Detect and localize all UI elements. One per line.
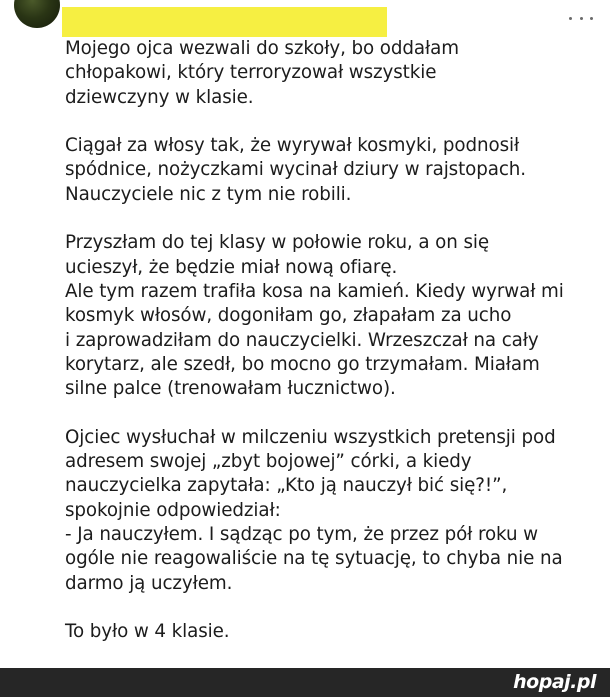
site-watermark-logo: hopaj.pl xyxy=(513,671,596,693)
text-line: Przyszłam do tej klasy w połowie roku, a on się xyxy=(65,232,489,254)
author-name-redaction xyxy=(62,7,387,37)
avatar[interactable] xyxy=(14,0,60,28)
paragraph-5 xyxy=(65,620,605,644)
text-line: To było w 4 klasie. xyxy=(65,621,230,643)
text-line: chłopakowi, który terroryzował wszystkie xyxy=(65,62,437,84)
text-line: korytarz, ale szedł, bo mocno go trzymałam. Miałam xyxy=(65,353,540,375)
text-line: nauczycielka zapytała: „Kto ją nauczył bić się?!”, xyxy=(65,475,508,497)
dot-icon xyxy=(569,17,572,20)
text-line: kosmyk włosów, dogoniłam go, złapałam za ucho xyxy=(65,305,512,327)
text-line: Nauczyciele nic z tym nie robili. xyxy=(65,183,352,205)
text-line: Ciągał za włosy tak, że wyrywał kosmyki, podnosił xyxy=(65,135,520,157)
text-line: i zaprowadziłam do nauczycielki. Wrzeszczał na cały xyxy=(65,329,539,351)
paragraph-3 xyxy=(65,231,605,401)
text-line: Ale tym razem trafiła kosa na kamień. Kiedy wyrwał mi xyxy=(65,280,564,302)
text-line: Mojego ojca wezwali do szkoły, bo oddałam xyxy=(65,38,459,59)
more-horizontal-icon[interactable] xyxy=(569,10,593,26)
text-line: dziewczyny w klasie. xyxy=(65,86,254,108)
paragraph-4 xyxy=(65,426,605,596)
text-line: darmo ją uczyłem. xyxy=(65,572,233,594)
text-line: adresem swojej „zbyt bojowej” córki, a kiedy xyxy=(65,451,472,473)
text-line: spokojnie odpowiedział: xyxy=(65,499,281,521)
text-line: silne palce (trenowałam łucznictwo). xyxy=(65,378,396,400)
paragraph-1 xyxy=(65,37,605,110)
dot-icon xyxy=(590,17,593,20)
text-line: spódnice, nożyczkami wycinał dziury w rajstopach. xyxy=(65,159,527,181)
dot-icon xyxy=(580,17,583,20)
post-body xyxy=(65,37,605,644)
paragraph-2 xyxy=(65,134,605,207)
text-line: ucieszył, że będzie miał nową ofiarę. xyxy=(65,256,398,278)
watermark-bar xyxy=(0,668,610,697)
text-line: - Ja nauczyłem. I sądząc po tym, że przez pół roku w xyxy=(65,523,539,545)
text-line: Ojciec wysłuchał w milczeniu wszystkich pretensji pod xyxy=(65,426,556,448)
text-line: ogóle nie reagowaliście na tę sytuację, to chyba nie na xyxy=(65,548,563,570)
